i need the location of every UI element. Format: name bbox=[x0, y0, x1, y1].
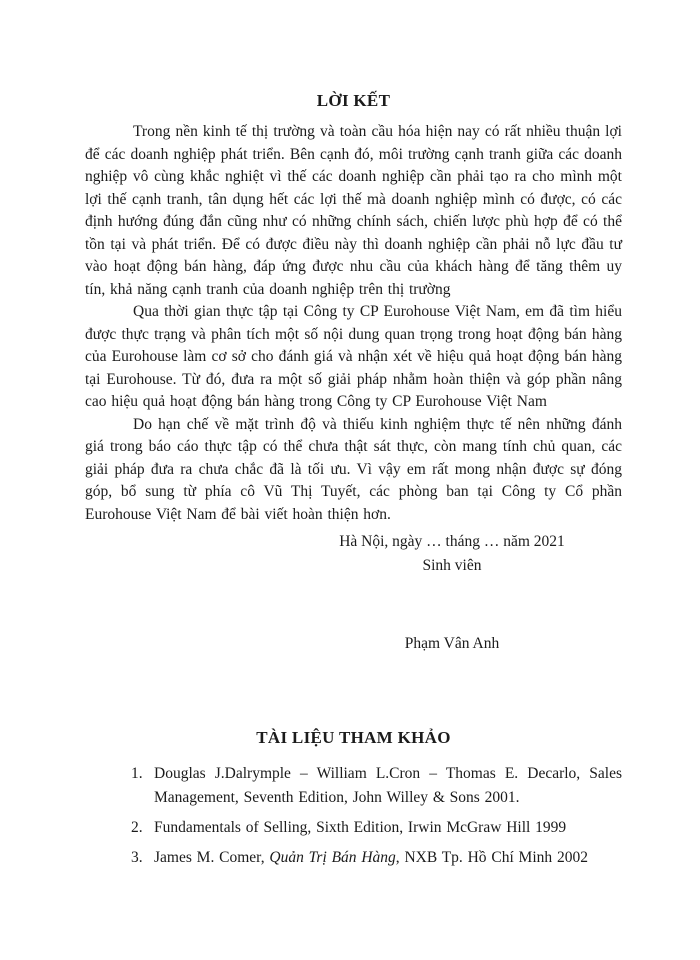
signature-block bbox=[302, 531, 602, 655]
references-title: TÀI LIỆU THAM KHẢO bbox=[256, 728, 451, 747]
reference-text bbox=[154, 846, 622, 870]
conclusion-title: LỜI KẾT bbox=[316, 91, 391, 110]
conclusion-paragraph-2: Qua thời gian thực tập tại Công ty CP Eurohouse Việt Nam, em đã tìm hiểu được thực trạng và phân tích một số nội dung quan trọng trong hoạt động bán hàng của Eurohouse làm cơ sở cho đánh giá và nhận xét về hiệu quả hoạt động bán hàng tại Eurohouse. Từ đó, đưa ra một số giải pháp nhằm hoàn thiện và góp phần nâng cao hiệu quả hoạt động bán hàng trong Công ty CP Eurohouse Việt Nam bbox=[85, 303, 622, 410]
signature-role: Sinh viên bbox=[422, 557, 482, 574]
conclusion-paragraph-1: Trong nền kinh tế thị trường và toàn cầu hóa hiện nay có rất nhiều thuận lợi để các doanh nghiệp phát triển. Bên cạnh đó, môi trường cạnh tranh giữa các doanh nghiệp vô cùng khắc nghiệt vì thế các doanh nghiệp cần phải tạo ra cho mình một lợi thế cạnh tranh, tân dụng hết các lợi thế mà doanh nghiệp mình có được, có các định hướng đúng đắn cũng như có những chính sách, chiến lược phù hợp để có thể tồn tại và phát triển. Để có được điều này thì doanh nghiệp cần phải nỗ lực đầu tư vào hoạt động bán hàng, đáp ứng được nhu cầu của khách hàng để tăng thêm uy tín, khả năng cạnh tranh của doanh nghiệp trên thị trường bbox=[85, 123, 622, 298]
reference-text bbox=[154, 762, 622, 810]
reference-text-post: , NXB Tp. Hồ Chí Minh 2002 bbox=[395, 849, 588, 866]
signature-date-line: Hà Nội, ngày … tháng … năm 2021 bbox=[339, 533, 565, 550]
reference-number: 1. bbox=[131, 765, 143, 782]
reference-text-pre: Douglas J.Dalrymple – William L.Cron – Thomas E. Decarlo, Sales Management, Seventh Edition, John Willey & Sons 2001. bbox=[154, 765, 622, 806]
reference-text-pre: James M. Comer, bbox=[154, 849, 270, 866]
signature-name: Phạm Vân Anh bbox=[404, 635, 500, 652]
references-section bbox=[85, 727, 622, 870]
reference-text-italic: Quản Trị Bán Hàng bbox=[269, 849, 396, 866]
reference-text bbox=[154, 816, 622, 840]
reference-item-2 bbox=[131, 816, 622, 840]
reference-item-1 bbox=[131, 762, 622, 810]
reference-item-3 bbox=[131, 846, 622, 870]
reference-number: 2. bbox=[131, 819, 143, 836]
reference-text-pre: Fundamentals of Selling, Sixth Edition, Irwin McGraw Hill 1999 bbox=[154, 819, 567, 836]
reference-number: 3. bbox=[131, 849, 143, 866]
conclusion-section bbox=[85, 90, 622, 655]
conclusion-paragraph-3: Do hạn chế về mặt trình độ và thiếu kinh nghiệm thực tế nên những đánh giá trong báo cáo thực tập có thể chưa thật sát thực, còn mang tính chủ quan, các giải pháp đưa ra chưa chắc đã là tối ưu. Vì vậy em rất mong nhận được sự đóng góp, bổ sung từ phía cô Vũ Thị Tuyết, các phòng ban tại Công ty Cổ phần Eurohouse Việt Nam để bài viết hoàn thiện hơn. bbox=[85, 415, 622, 523]
reference-list bbox=[131, 762, 622, 870]
